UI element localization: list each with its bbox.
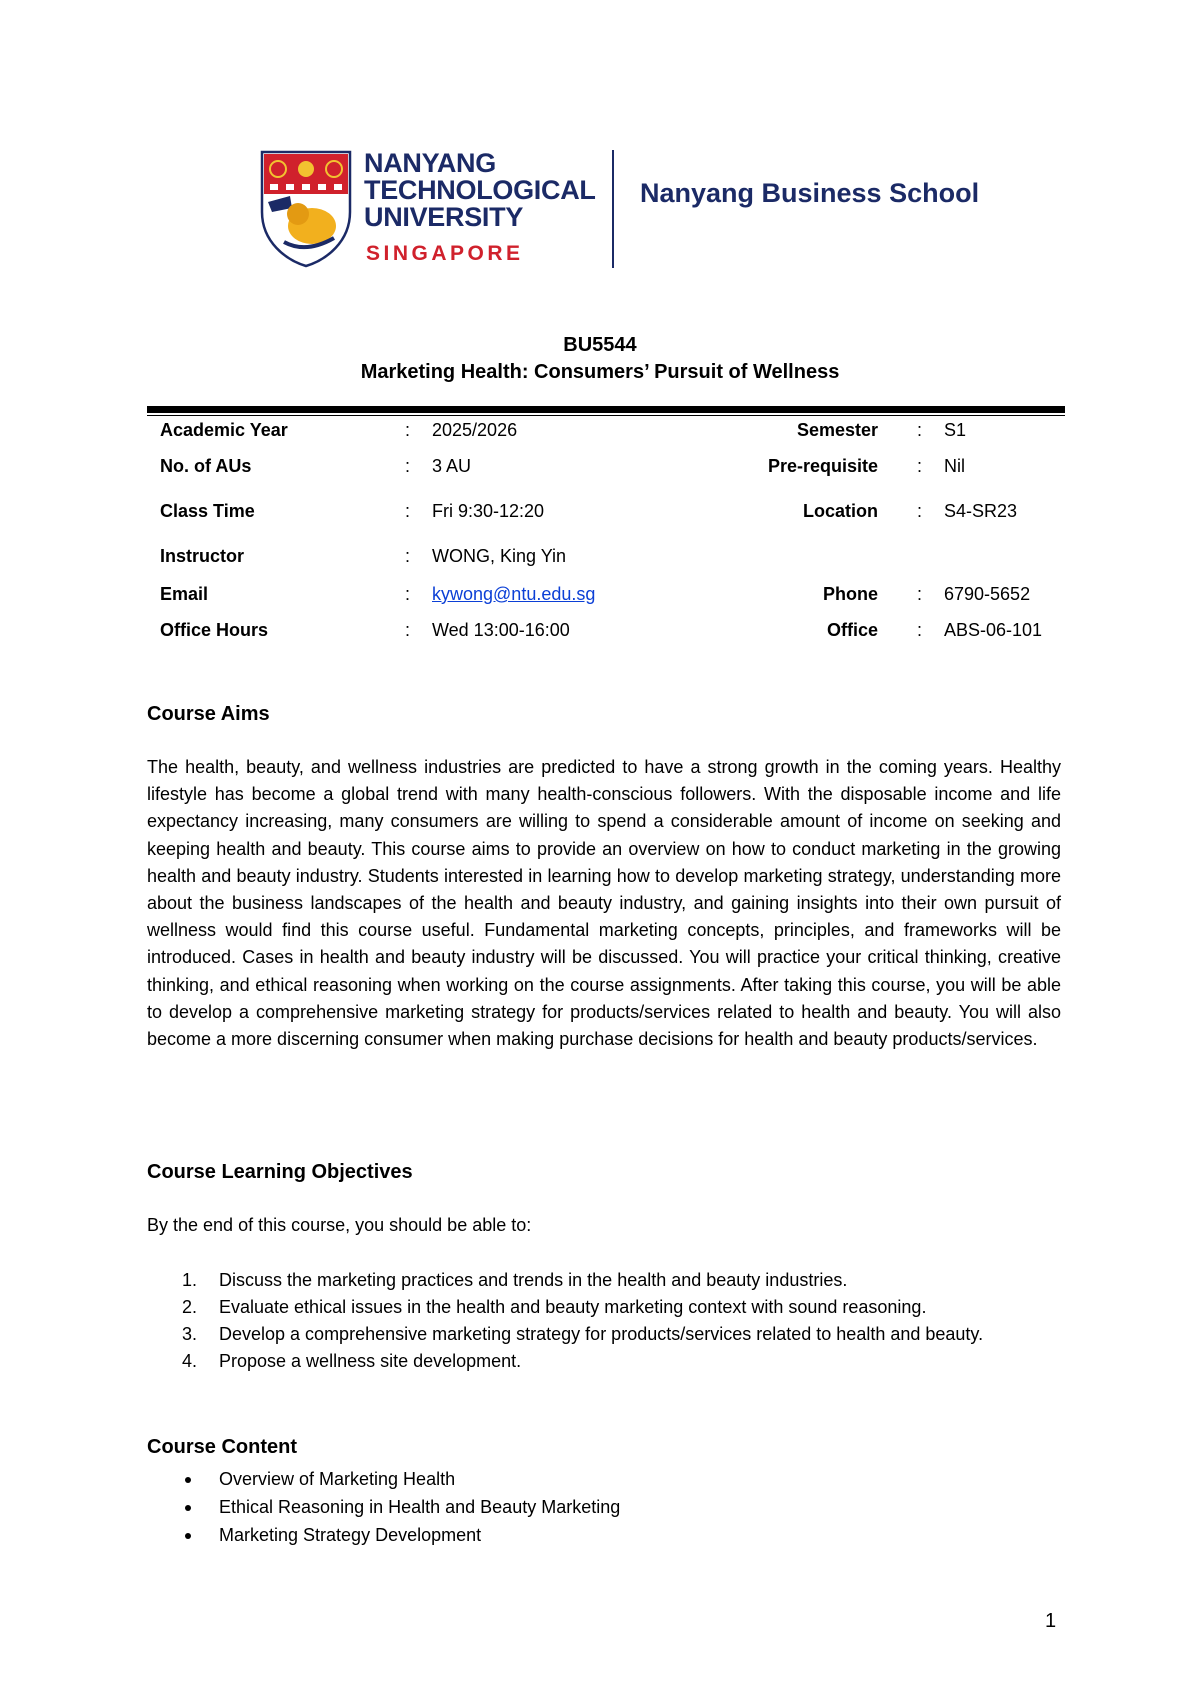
office-hours-label: Office Hours	[160, 620, 269, 640]
list-item	[147, 1267, 1057, 1294]
university-country: SINGAPORE	[366, 242, 524, 265]
colon: :	[405, 501, 411, 521]
aus-value: 3 AU	[432, 456, 472, 476]
list-item	[147, 1493, 620, 1521]
colon: :	[917, 620, 923, 640]
aus-label: No. of AUs	[160, 456, 252, 476]
list-item	[147, 1321, 1057, 1348]
list-number: 2.	[182, 1297, 198, 1317]
academic-year-label: Academic Year	[160, 420, 288, 440]
university-name-line-1: NANYANG	[364, 148, 496, 178]
prereq-label: Pre-requisite	[767, 456, 878, 476]
phone-value: 6790-5652	[944, 584, 1031, 604]
list-number: 4.	[182, 1351, 198, 1371]
list-item	[147, 1348, 1057, 1375]
phone-label: Phone	[822, 584, 878, 604]
instructor-value: WONG, King Yin	[432, 546, 567, 566]
university-name-line-2: TECHNOLOGICAL	[364, 175, 596, 205]
semester-label: Semester	[796, 420, 878, 440]
objectives-intro: By the end of this course, you should be able to:	[147, 1215, 532, 1235]
course-content-heading: Course Content	[147, 1436, 297, 1458]
list-text: Overview of Marketing Health	[219, 1469, 456, 1489]
page-number: 1	[1045, 1610, 1057, 1632]
course-aims-heading: Course Aims	[147, 703, 270, 725]
school-name: Nanyang Business School	[640, 178, 980, 208]
colon: :	[405, 620, 411, 640]
office-hours-value: Wed 13:00-16:00	[432, 620, 570, 640]
academic-year-value: 2025/2026	[432, 420, 518, 440]
email-label: Email	[160, 584, 209, 604]
course-code: BU5544	[563, 334, 637, 356]
instructor-label: Instructor	[160, 546, 245, 566]
location-value: S4-SR23	[944, 501, 1018, 521]
university-name	[364, 150, 596, 231]
list-item	[147, 1465, 620, 1493]
list-text: Marketing Strategy Development	[219, 1525, 482, 1545]
email-link[interactable]: kywong@ntu.edu.sg	[432, 584, 596, 604]
objectives-list	[147, 1267, 1057, 1375]
list-item	[147, 1294, 1057, 1321]
objectives-heading: Course Learning Objectives	[147, 1161, 413, 1183]
list-number: 3.	[182, 1324, 198, 1344]
colon: :	[917, 584, 923, 604]
colon: :	[917, 420, 923, 440]
course-title: Marketing Health: Consumers’ Pursuit of Wellness	[360, 361, 840, 383]
class-time-value: Fri 9:30-12:20	[432, 501, 545, 521]
title-rule-thick	[147, 406, 1065, 413]
prereq-value: Nil	[944, 456, 965, 476]
colon: :	[405, 420, 411, 440]
list-text: Propose a wellness site development.	[219, 1351, 522, 1371]
colon: :	[917, 456, 923, 476]
bullet-icon	[185, 1505, 191, 1511]
colon: :	[917, 501, 923, 521]
ntu-crest-logo	[260, 150, 352, 268]
colon: :	[405, 584, 411, 604]
semester-value: S1	[944, 420, 967, 440]
colon: :	[405, 546, 411, 566]
bullet-icon	[185, 1533, 191, 1539]
list-item	[147, 1521, 620, 1549]
university-name-line-3: UNIVERSITY	[364, 202, 524, 232]
colon: :	[405, 456, 411, 476]
list-number: 1.	[182, 1270, 198, 1290]
bullet-icon	[185, 1477, 191, 1483]
title-rule-thin	[147, 415, 1065, 416]
list-text: Evaluate ethical issues in the health and beauty marketing context with sound reasoning.	[219, 1297, 927, 1317]
course-content-list	[147, 1465, 620, 1549]
logo-divider	[612, 150, 614, 268]
list-text: Develop a comprehensive marketing strategy for products/services related to health and beauty.	[219, 1324, 984, 1344]
class-time-label: Class Time	[160, 501, 255, 521]
course-aims-paragraph: The health, beauty, and wellness industries are predicted to have a strong growth in the coming years. Healthy lifestyle has become a global trend with many health-conscious followers. With the disposable income and life expectancy increasing, many consumers are willing to spend a considerable amount of income on seeking and keeping health and beauty. This course aims to provide an overview on how to conduct marketing in the growing health and beauty industry. Students interested in learning how to develop marketing strategy, understanding more about the business landscapes of the health and beauty industry, and gaining insights into their own pursuit of wellness would find this course useful. Fundamental marketing concepts, principles, and frameworks will be introduced. Cases in health and beauty industry will be discussed. You will practice your critical thinking, creative thinking, and ethical reasoning when working on the course assignments. After taking this course, you will be able to develop a comprehensive marketing strategy for products/services related to health and beauty. You will also become a more discerning consumer when making purchase decisions for health and beauty products/services.	[147, 757, 1061, 1050]
office-value: ABS-06-101	[944, 620, 1043, 640]
list-text: Ethical Reasoning in Health and Beauty Marketing	[219, 1497, 621, 1517]
location-label: Location	[803, 501, 878, 521]
list-text: Discuss the marketing practices and trends in the health and beauty industries.	[219, 1270, 848, 1290]
office-label: Office	[826, 620, 878, 640]
